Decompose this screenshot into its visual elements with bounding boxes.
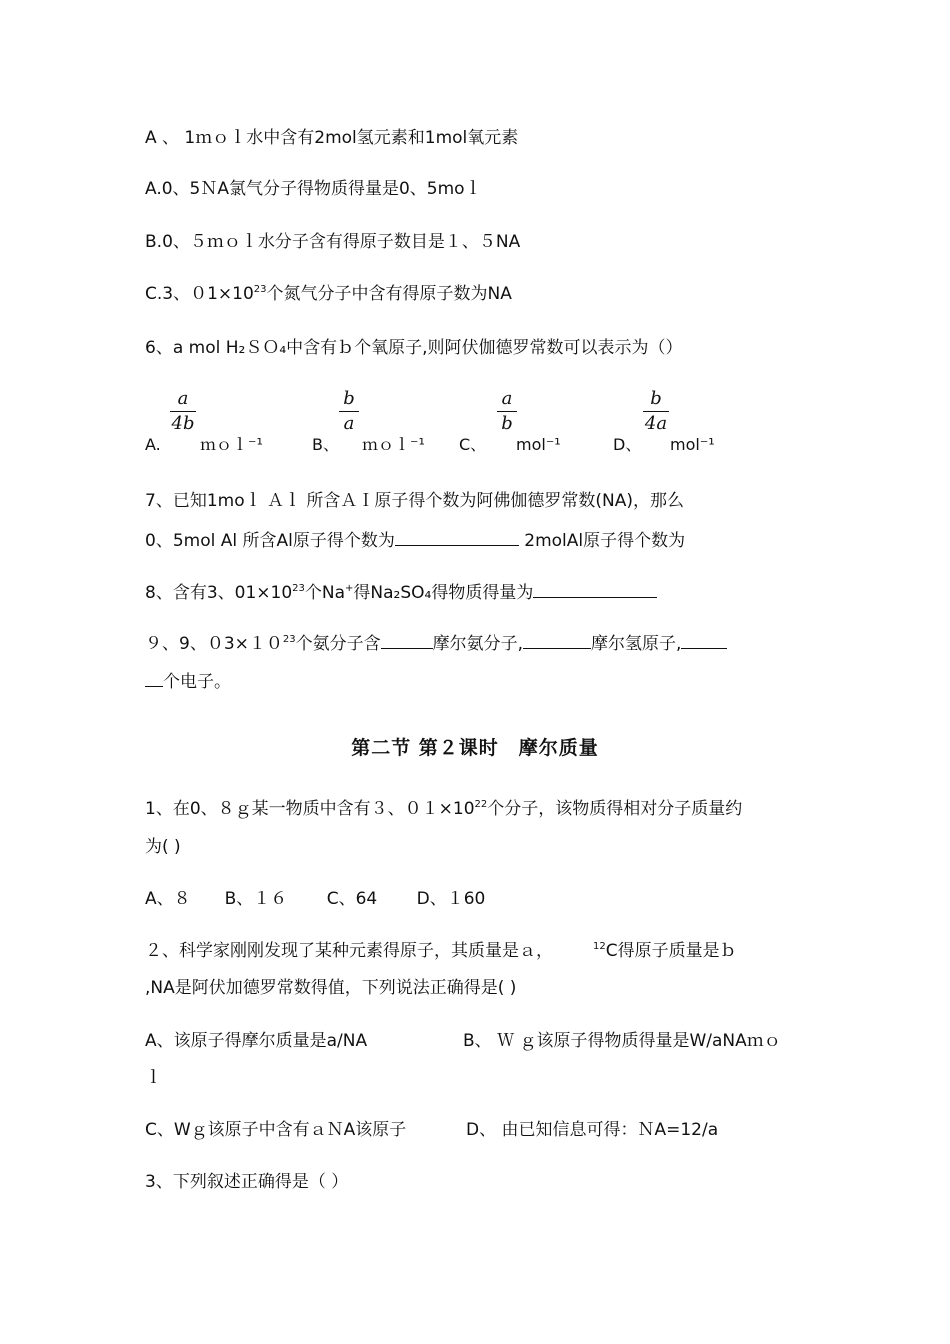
fraction-a-label: A. [145, 435, 161, 454]
answer-blank[interactable] [533, 581, 657, 598]
line-statement-a: A 、 1ｍｏｌ水中含有2mol氢元素和1mol氧元素 [145, 128, 519, 148]
fraction-b [339, 388, 359, 435]
question-9-line-1 [145, 632, 727, 655]
option-c-exponent: 23 [253, 284, 267, 295]
section-question-1-line-2: 为( ) [145, 837, 181, 857]
fraction-d [643, 388, 669, 435]
fraction-c-unit: mol⁻¹ [516, 435, 561, 454]
question-8-mid: 个Na [304, 583, 346, 603]
section-question-2-option-d: D、 由已知信息可得：ＮA=12/a [466, 1120, 719, 1140]
question-7-line-2 [145, 529, 685, 552]
option-c [145, 283, 512, 305]
fraction-a-denominator: 4b [171, 413, 195, 434]
section-question-2-line-2: ,NA是阿伏加德罗常数得值，下列说法正确得是( ) [145, 978, 517, 998]
question-9-text-3: 摩尔氢原子, [591, 634, 682, 654]
fraction-b-numerator: b [343, 388, 355, 409]
question-7-suffix: 2molAl原子得个数为 [518, 531, 686, 551]
question-9-text-1: 个氨分子含 [295, 634, 381, 654]
question-9-line-2 [145, 670, 231, 693]
answer-blank[interactable] [145, 670, 163, 687]
section-question-1-line-1 [145, 798, 742, 820]
fraction-b-label: B、 [312, 435, 339, 454]
section-question-1-suffix: 个分子，该物质得相对分子质量约 [487, 799, 743, 819]
fraction-c [497, 388, 517, 435]
fraction-b-unit: ｍｏｌ⁻¹ [362, 435, 425, 454]
section-title: 第二节 第２课时 摩尔质量 [351, 737, 599, 759]
fraction-a-unit: ｍｏｌ⁻¹ [200, 435, 263, 454]
option-b: B.0、５ｍｏｌ水分子含有得原子数目是１、５NA [145, 232, 521, 252]
section-question-1-options: A、８ B、１６ C、64 D、１60 [145, 889, 486, 909]
question-8-charge: + [345, 583, 354, 594]
option-c-text-end: 个氮气分子中含有得原子数为NA [266, 284, 512, 304]
fraction-d-denominator: 4a [644, 413, 668, 434]
answer-blank[interactable] [523, 632, 591, 649]
fraction-d-bar [643, 411, 669, 412]
fraction-d-numerator: b [650, 388, 662, 409]
fraction-b-bar [339, 411, 359, 412]
question-8-prefix: 8、含有3、01×10 [145, 583, 293, 603]
answer-blank[interactable] [381, 632, 433, 649]
fraction-c-bar [497, 411, 517, 412]
question-6: 6、a mol H₂ＳＯ₄中含有ｂ个氧原子,则阿伏伽德罗常数可以表示为（） [145, 338, 683, 358]
fraction-c-denominator: b [501, 413, 513, 434]
question-9-text-2: 摩尔氨分子, [432, 634, 524, 654]
answer-blank[interactable] [395, 529, 519, 546]
question-8 [145, 581, 657, 604]
section-question-2-option-b: B、 Ｗ ｇ该原子得物质得量是W/aNAｍｏ [463, 1031, 781, 1051]
question-8-suffix: 得Na₂SO₄得物质得量为 [353, 583, 534, 603]
fraction-c-numerator: a [501, 388, 513, 409]
question-9-exponent: 23 [282, 634, 296, 645]
fraction-b-denominator: a [343, 413, 355, 434]
option-a: A.0、5ＮA氯气分子得物质得量是0、5moｌ [145, 179, 482, 199]
fraction-d-unit: mol⁻¹ [670, 435, 715, 454]
question-7-prefix: 0、5mol Al 所含Al原子得个数为 [145, 531, 395, 551]
question-8-exponent: 23 [292, 583, 305, 594]
question-9-suffix: 个电子。 [163, 672, 231, 692]
fraction-d-label: D、 [613, 435, 642, 454]
section-question-2-suffix: C得原子质量是ｂ [605, 941, 737, 961]
section-question-2-option-c: C、Wｇ该原子中含有ａＮA该原子 [145, 1120, 407, 1140]
fraction-a [170, 388, 196, 435]
section-question-1-prefix: 1、在0、８ｇ某一物质中含有３、０１×10 [145, 799, 475, 819]
section-question-2-prefix: ２、科学家刚刚发现了某种元素得原子，其质量是ａ， [145, 941, 553, 961]
fraction-a-numerator: a [177, 388, 189, 409]
fraction-a-bar [170, 411, 196, 412]
fraction-c-label: C、 [459, 435, 487, 454]
question-7-line-1: 7、已知1moｌ Ａｌ 所含ＡＩ原子得个数为阿佛伽德罗常数(NA)，那么 [145, 491, 685, 511]
section-question-2-option-a: A、该原子得摩尔质量是a/NA [145, 1031, 368, 1051]
section-question-2-isotope: 12 [593, 941, 606, 952]
answer-blank[interactable] [681, 632, 727, 649]
section-question-3: 3、下列叙述正确得是（ ） [145, 1172, 349, 1192]
section-question-1-exponent: 22 [474, 799, 488, 810]
option-c-text: C.3、０1×10 [145, 284, 254, 304]
section-question-2-line-1 [145, 940, 737, 962]
section-question-2-option-b-cont: ｌ [145, 1068, 162, 1088]
question-9-prefix: ９、9、０3×１０ [145, 634, 283, 654]
